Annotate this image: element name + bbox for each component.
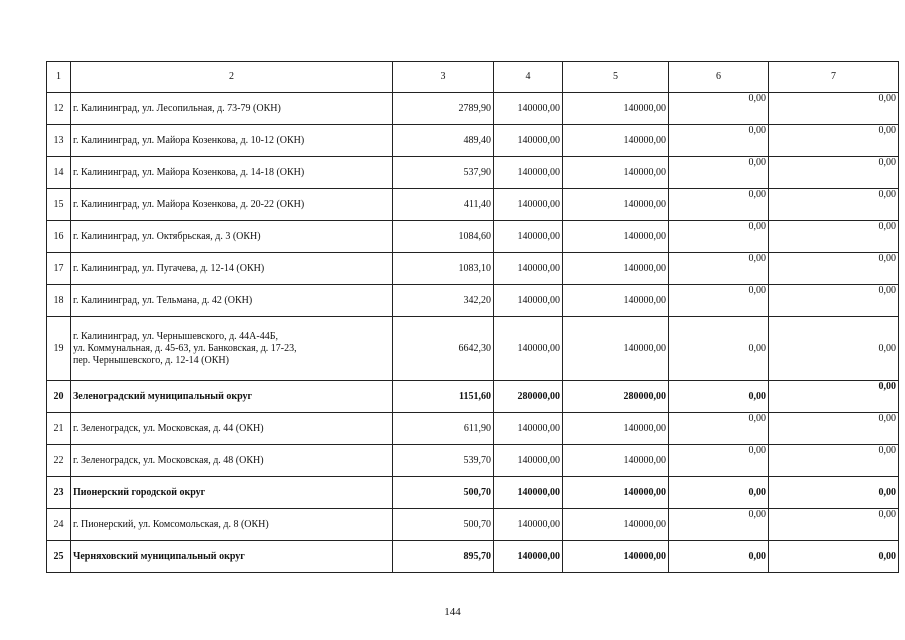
address-cell [71,317,393,381]
cost-cell: 140000,00 [494,445,563,477]
value-cell: 0,00 [769,445,899,477]
area-cell: 500,70 [393,477,494,509]
value-cell: 0,00 [769,285,899,317]
table-row [47,93,899,125]
cost-cell: 140000,00 [494,125,563,157]
district-name-cell: Черняховский муниципальный округ [71,541,393,573]
cost-cell: 140000,00 [494,221,563,253]
value-cell: 0,00 [669,477,769,509]
value-cell: 0,00 [669,189,769,221]
table-row [47,413,899,445]
value-cell: 0,00 [769,541,899,573]
cost-cell: 140000,00 [563,221,669,253]
area-cell: 6642,30 [393,317,494,381]
value-cell: 0,00 [669,413,769,445]
cost-cell: 140000,00 [563,93,669,125]
cost-cell: 140000,00 [494,93,563,125]
table-row [47,157,899,189]
row-number: 23 [47,477,71,509]
value-cell: 0,00 [769,317,899,381]
value-cell: 0,00 [769,477,899,509]
address-line: г. Калининград, ул. Чернышевского, д. 44А-44Б, [73,330,278,342]
cost-cell: 140000,00 [563,413,669,445]
area-cell: 1151,60 [393,381,494,413]
address-cell: г. Калининград, ул. Пугачева, д. 12-14 (ОКН) [71,253,393,285]
address-cell: г. Зеленоградск, ул. Московская, д. 44 (ОКН) [71,413,393,445]
column-number: 7 [769,62,899,93]
value-cell: 0,00 [669,285,769,317]
row-number: 16 [47,221,71,253]
area-cell: 611,90 [393,413,494,445]
cost-cell: 140000,00 [494,157,563,189]
row-number: 22 [47,445,71,477]
value-cell: 0,00 [669,221,769,253]
address-line: пер. Чернышевского, д. 12-14 (ОКН) [73,354,229,366]
cost-cell: 140000,00 [563,125,669,157]
value-cell: 0,00 [769,189,899,221]
cost-cell: 140000,00 [563,285,669,317]
area-cell: 1084,60 [393,221,494,253]
cost-cell: 140000,00 [563,189,669,221]
district-name-cell: Пионерский городской округ [71,477,393,509]
column-number-row [47,62,899,93]
row-number: 15 [47,189,71,221]
table-row [47,317,899,381]
cost-cell: 140000,00 [563,157,669,189]
cost-cell: 140000,00 [494,541,563,573]
address-cell: г. Пионерский, ул. Комсомольская, д. 8 (ОКН) [71,509,393,541]
cost-cell: 140000,00 [494,413,563,445]
cost-cell: 140000,00 [563,509,669,541]
table-row [47,253,899,285]
column-number: 6 [669,62,769,93]
cost-cell: 280000,00 [494,381,563,413]
value-cell: 0,00 [669,541,769,573]
value-cell: 0,00 [669,93,769,125]
area-cell: 537,90 [393,157,494,189]
column-number: 5 [563,62,669,93]
table-row [47,285,899,317]
column-number: 1 [47,62,71,93]
row-number: 12 [47,93,71,125]
value-cell: 0,00 [669,317,769,381]
value-cell: 0,00 [669,381,769,413]
row-number: 25 [47,541,71,573]
table-row [47,445,899,477]
area-cell: 500,70 [393,509,494,541]
table-row-total [47,477,899,509]
cost-cell: 140000,00 [563,541,669,573]
cost-cell: 140000,00 [563,445,669,477]
page-number: 144 [444,606,461,618]
address-cell: г. Зеленоградск, ул. Московская, д. 48 (ОКН) [71,445,393,477]
row-number: 13 [47,125,71,157]
table-row [47,125,899,157]
cost-cell: 140000,00 [494,477,563,509]
cost-cell: 280000,00 [563,381,669,413]
cost-cell: 140000,00 [563,477,669,509]
address-cell: г. Калининград, ул. Майора Козенкова, д. 10-12 (ОКН) [71,125,393,157]
value-cell: 0,00 [769,253,899,285]
value-cell: 0,00 [669,157,769,189]
value-cell: 0,00 [769,381,899,413]
table-row [47,221,899,253]
cost-cell: 140000,00 [494,509,563,541]
value-cell: 0,00 [769,157,899,189]
row-number: 21 [47,413,71,445]
area-cell: 895,70 [393,541,494,573]
address-cell: г. Калининград, ул. Лесопильная, д. 73-79 (ОКН) [71,93,393,125]
table-row [47,189,899,221]
cost-cell: 140000,00 [494,317,563,381]
address-cell: г. Калининград, ул. Майора Козенкова, д. 20-22 (ОКН) [71,189,393,221]
area-cell: 411,40 [393,189,494,221]
row-number: 19 [47,317,71,381]
area-cell: 489,40 [393,125,494,157]
cost-cell: 140000,00 [563,317,669,381]
area-cell: 2789,90 [393,93,494,125]
row-number: 24 [47,509,71,541]
row-number: 20 [47,381,71,413]
address-cell: г. Калининград, ул. Тельмана, д. 42 (ОКН) [71,285,393,317]
address-program-table [46,61,899,573]
value-cell: 0,00 [769,93,899,125]
column-number: 4 [494,62,563,93]
address-line: ул. Коммунальная, д. 45-63, ул. Банковская, д. 17-23, [73,342,297,354]
cost-cell: 140000,00 [494,253,563,285]
row-number: 17 [47,253,71,285]
value-cell: 0,00 [769,221,899,253]
cost-cell: 140000,00 [494,189,563,221]
row-number: 18 [47,285,71,317]
value-cell: 0,00 [669,509,769,541]
address-cell: г. Калининград, ул. Майора Козенкова, д. 14-18 (ОКН) [71,157,393,189]
area-cell: 1083,10 [393,253,494,285]
value-cell: 0,00 [669,253,769,285]
table-row [47,509,899,541]
value-cell: 0,00 [769,509,899,541]
value-cell: 0,00 [669,125,769,157]
row-number: 14 [47,157,71,189]
column-number: 2 [71,62,393,93]
area-cell: 539,70 [393,445,494,477]
value-cell: 0,00 [769,413,899,445]
cost-cell: 140000,00 [563,253,669,285]
table-row-total [47,381,899,413]
value-cell: 0,00 [769,125,899,157]
column-number: 3 [393,62,494,93]
area-cell: 342,20 [393,285,494,317]
value-cell: 0,00 [669,445,769,477]
table-row-total [47,541,899,573]
cost-cell: 140000,00 [494,285,563,317]
district-name-cell: Зеленоградский муниципальный округ [71,381,393,413]
address-cell: г. Калининград, ул. Октябрьская, д. 3 (ОКН) [71,221,393,253]
